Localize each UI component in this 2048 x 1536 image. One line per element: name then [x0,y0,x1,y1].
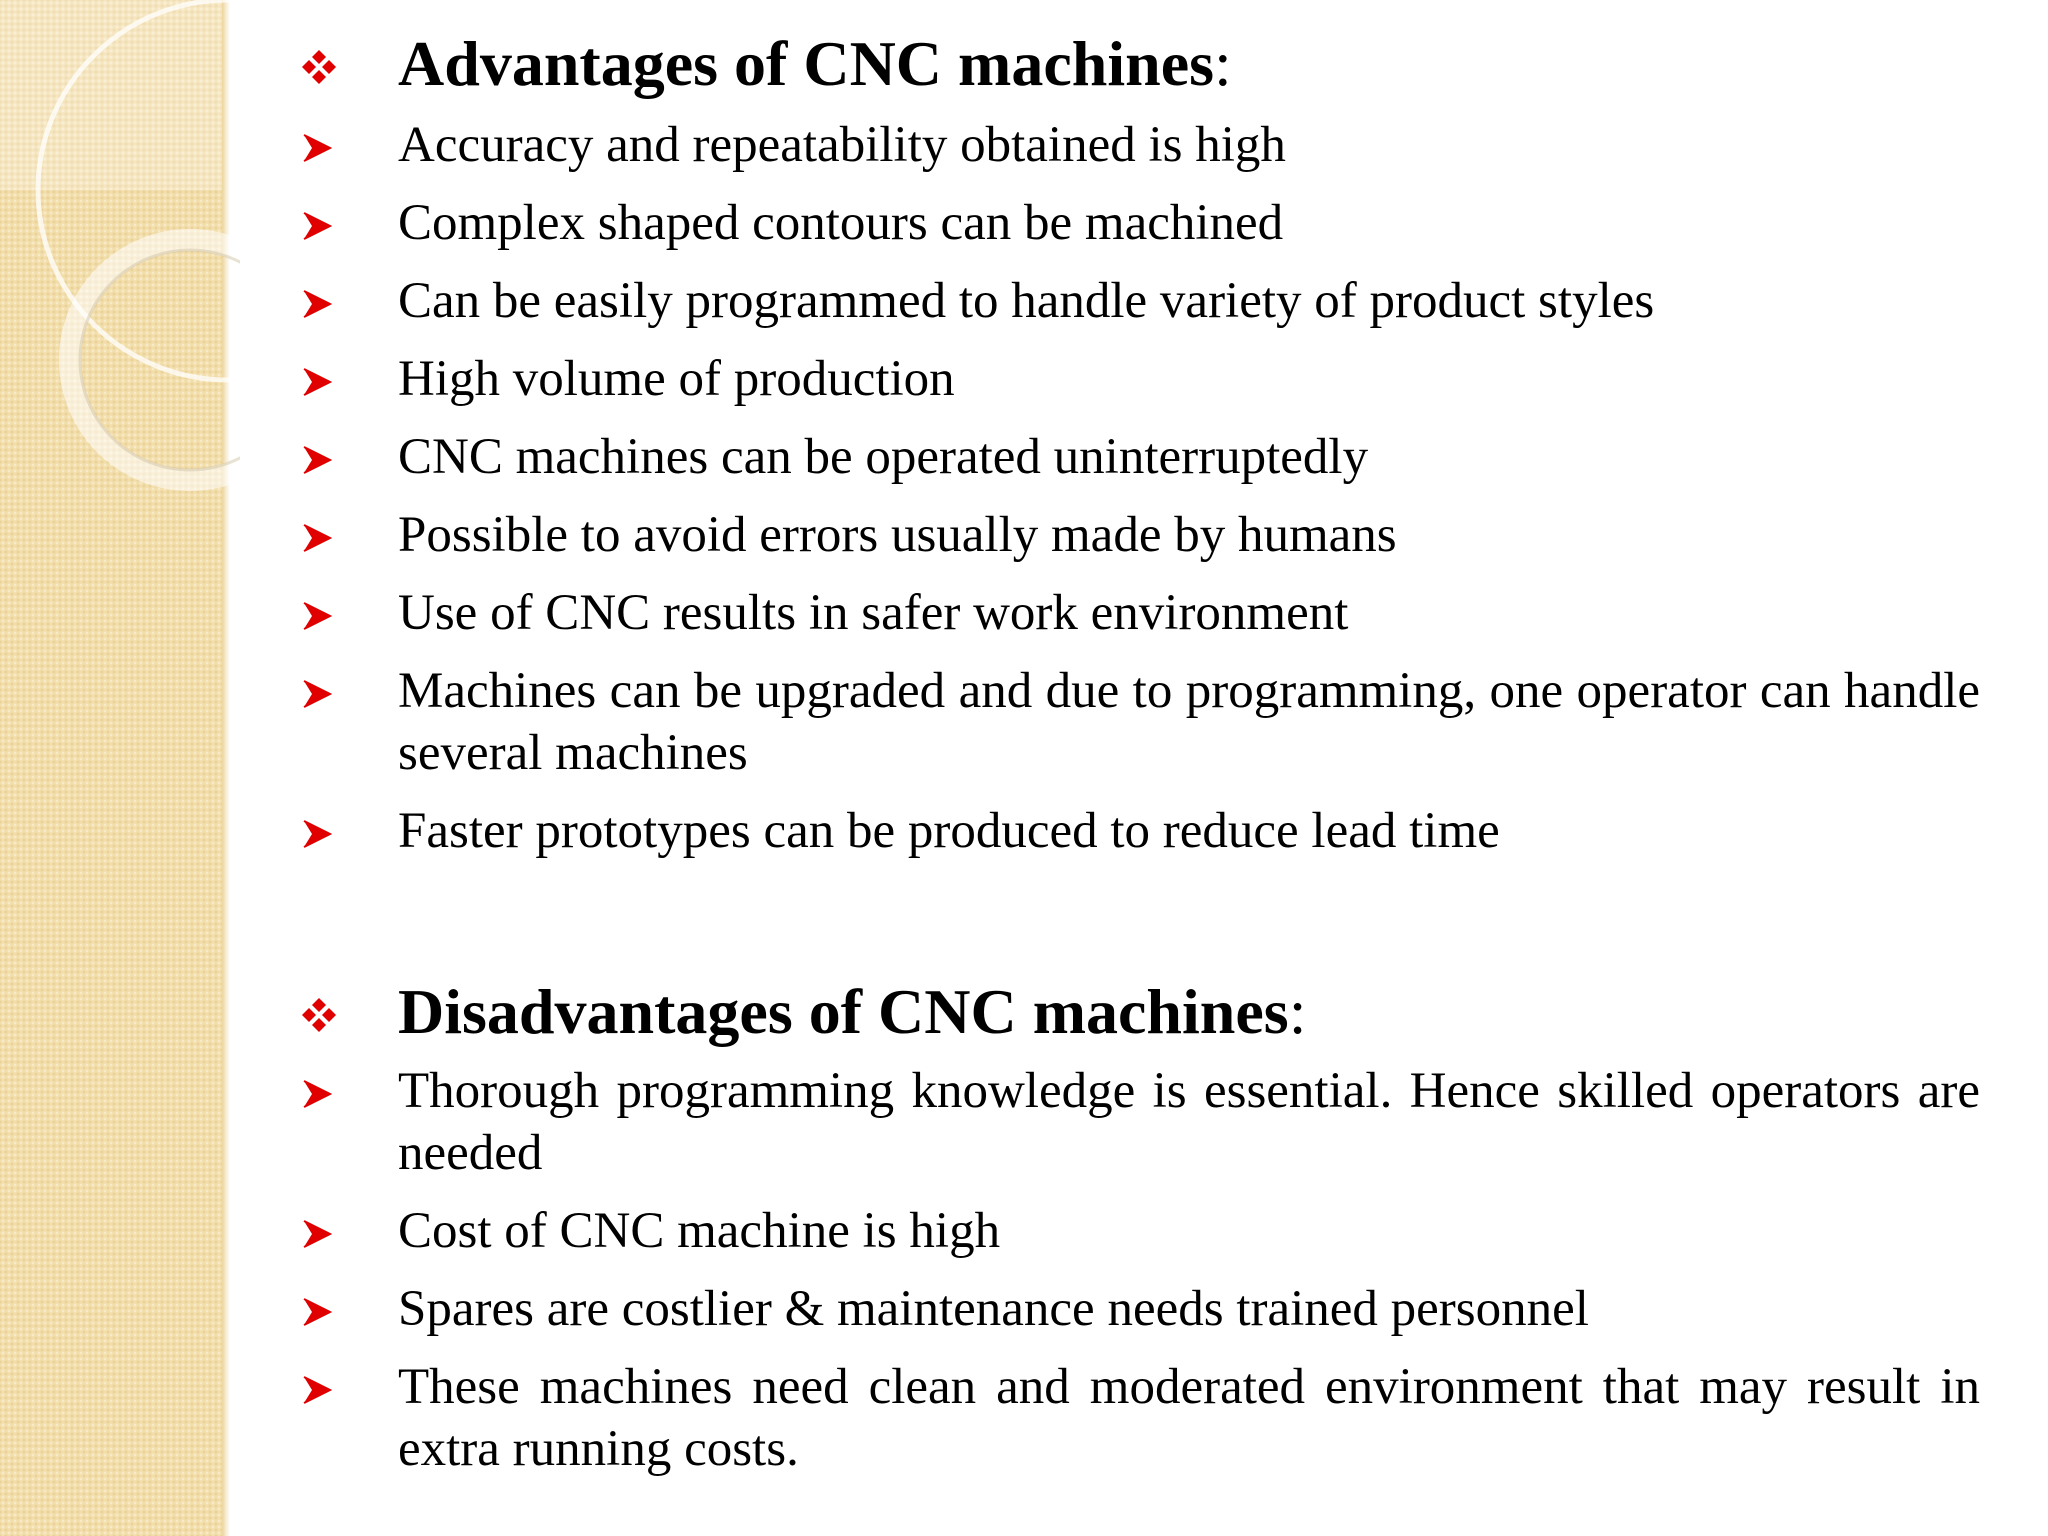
list-item-text: Spares are costlier & maintenance needs trained personnel [398,1281,1589,1337]
disadvantages-list [290,1060,1980,1480]
list-item-text: CNC machines can be operated uninterruptedly [398,429,1369,485]
list-item [290,504,1980,566]
list-item-text: Can be easily programmed to handle variety of product styles [398,273,1655,329]
list-item-text: Accuracy and repeatability obtained is high [398,117,1286,173]
arrowhead-icon [302,523,332,553]
list-item [290,114,1980,176]
slide-content [290,20,1980,1496]
arrowhead-icon [302,679,332,709]
section-spacer [290,878,1980,968]
arrowhead-icon [302,133,332,163]
list-item [290,582,1980,644]
arrowhead-icon [302,445,332,475]
list-item [290,270,1980,332]
disadvantages-heading-colon: : [1288,976,1307,1047]
disadvantages-heading [290,968,1980,1056]
advantages-heading-colon: : [1214,28,1232,99]
list-item-text: Cost of CNC machine is high [398,1203,1001,1259]
advantages-list [290,114,1980,862]
list-item [290,660,1980,784]
advantages-heading [290,20,1980,108]
arrowhead-icon [302,211,332,241]
arrowhead-icon [302,1079,332,1109]
disadvantages-heading-text: Disadvantages of CNC machines [398,976,1289,1047]
advantages-heading-text: Advantages of CNC machines [398,28,1214,99]
list-item-text: Machines can be upgraded and due to programming, one operator can handle several machines [398,663,1980,781]
list-item [290,192,1980,254]
arrowhead-icon [302,367,332,397]
diamond-cluster-icon [300,996,338,1034]
decorative-rings [0,0,240,520]
list-item-text: High volume of production [398,351,955,407]
arrowhead-icon [302,601,332,631]
list-item [290,348,1980,410]
arrowhead-icon [302,1297,332,1327]
list-item [290,1278,1980,1340]
arrowhead-icon [302,819,332,849]
list-item [290,426,1980,488]
list-item [290,800,1980,862]
list-item [290,1356,1980,1480]
list-item-text: Thorough programming knowledge is essential. Hence skilled operators are needed [398,1063,1980,1181]
arrowhead-icon [302,1219,332,1249]
list-item-text: Faster prototypes can be produced to reduce lead time [398,803,1500,859]
list-item-text: Complex shaped contours can be machined [398,195,1284,251]
list-item [290,1060,1980,1184]
diamond-cluster-icon [300,48,338,86]
list-item-text: Possible to avoid errors usually made by humans [398,507,1397,563]
list-item-text: Use of CNC results in safer work environment [398,585,1349,641]
list-item [290,1200,1980,1262]
small-ring [70,240,240,480]
list-item-text: These machines need clean and moderated environment that may result in extra running costs. [398,1359,1980,1477]
arrowhead-icon [302,1375,332,1405]
arrowhead-icon [302,289,332,319]
